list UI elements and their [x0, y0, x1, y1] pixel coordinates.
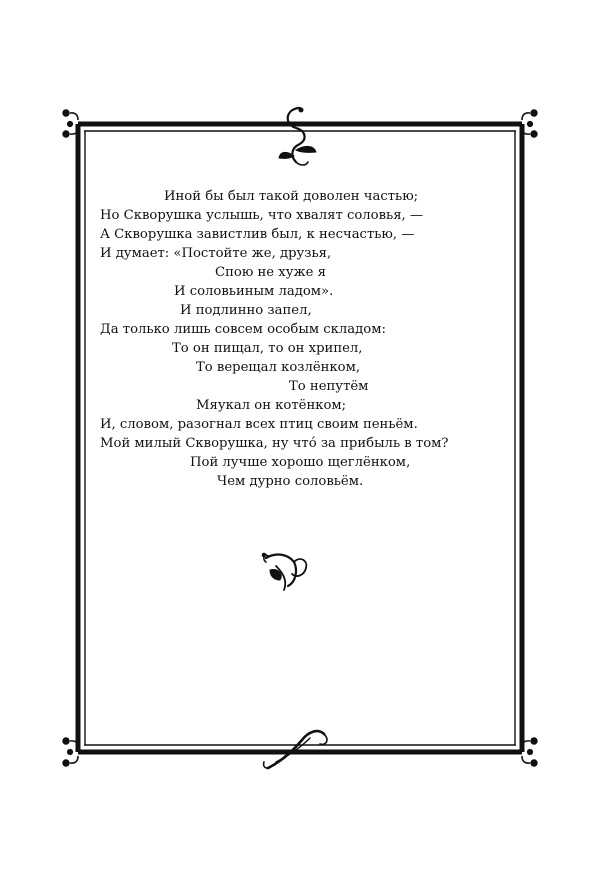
poem-line: То он пищал, то он хрипел,	[172, 341, 363, 356]
poem-line: Да только лишь совсем особым складом:	[100, 322, 386, 337]
poem-line: То непутём	[289, 379, 369, 394]
floral-tailpiece-icon	[262, 553, 306, 590]
poem-text	[0, 188, 600, 508]
corner-ornament-top-left	[63, 110, 78, 137]
poem-line: И думает: «Постойте же, друзья,	[100, 246, 332, 261]
poem-line: Но Скворушка услышь, что хвалят соловья, —	[100, 208, 424, 223]
poem-line: И подлинно запел,	[180, 303, 312, 318]
poem-line: И, словом, разогнал всех птиц своим пеньём.	[100, 417, 418, 432]
poem-line: Чем дурно соловьём.	[217, 474, 364, 489]
poem-line: Мяукал он котёнком;	[196, 398, 347, 413]
poem-line: И соловьиным ладом».	[174, 284, 334, 299]
poem-line: Пой лучше хорошо щеглёнком,	[190, 455, 411, 470]
poem-line: Иной бы был такой доволен частью;	[164, 189, 419, 204]
poem-line: Спою не хуже я	[215, 265, 326, 280]
poem-line: А Скворушка завистлив был, к несчастью, —	[100, 227, 415, 242]
poem-line: Мой милый Скворушка, ну что́ за прибыль в том?	[100, 436, 449, 451]
corner-ornament-top-right	[522, 110, 537, 137]
poem-line: То верещал козлёнком,	[196, 360, 361, 375]
vine-ornament-icon	[279, 108, 316, 165]
